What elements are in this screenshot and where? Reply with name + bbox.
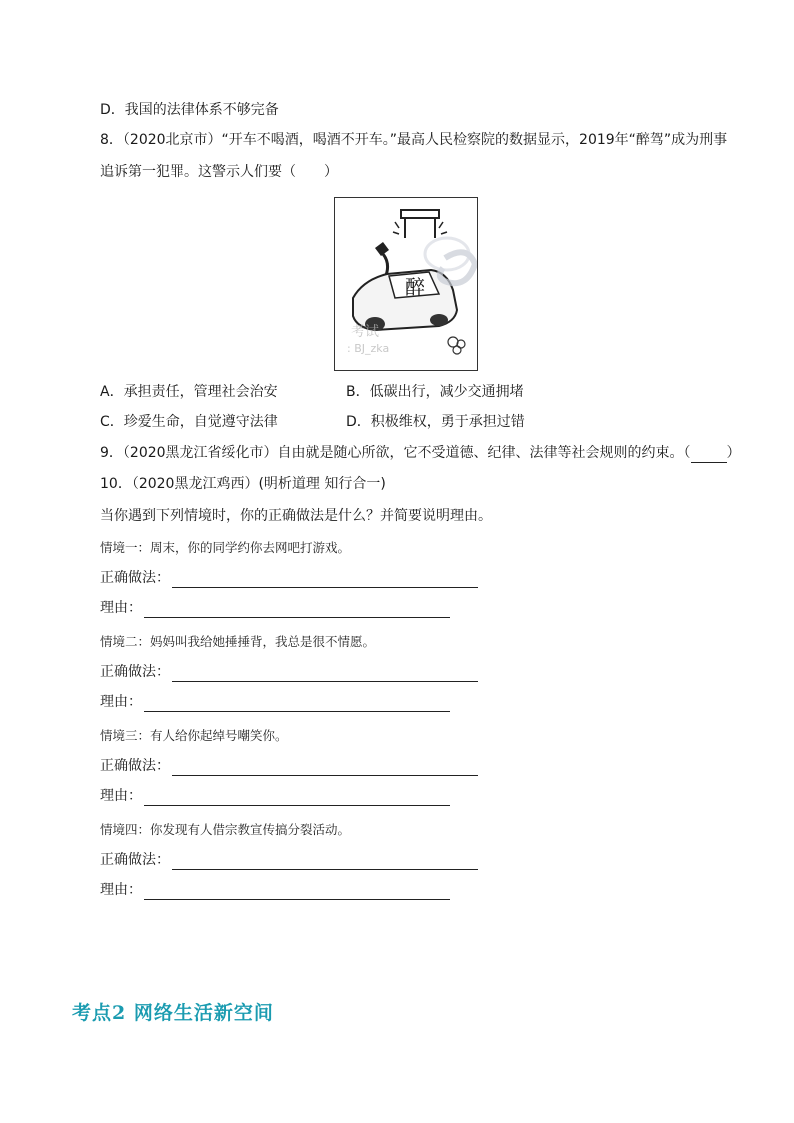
q9-close-paren: ） [726, 445, 741, 461]
reason-label: 理由： [100, 600, 142, 616]
q9-stem [100, 443, 741, 463]
scenario-2-text: 情境二：妈妈叫我给她捶捶背，我总是很不情愿。 [100, 634, 376, 649]
q10-title: 10．（2020黑龙江鸡西）(明析道理 知行合一) [100, 476, 386, 492]
scenario-1-reason-row [100, 598, 450, 618]
answer-blank[interactable] [172, 761, 478, 776]
watermark-text-1: 考试 [351, 324, 379, 340]
q9-text: 9．（2020黑龙江省绥化市）自由就是随心所欲，它不受道德、纪律、法律等社会规则的约束。（ [100, 445, 691, 461]
drunk-driving-illustration [334, 197, 478, 371]
q8-option-c: C．珍爱生命，自觉遵守法律 [100, 414, 278, 430]
car-sign-text: 醉 [405, 275, 425, 299]
answer-label: 正确做法： [100, 570, 170, 586]
q8-option-a: A．承担责任，管理社会治安 [100, 384, 278, 400]
reason-blank[interactable] [144, 697, 450, 712]
watermark-text-2: : BJ_zka [347, 342, 390, 355]
scenario-4-reason-row [100, 880, 450, 900]
scenario-4-text: 情境四：你发现有人借宗教宣传搞分裂活动。 [100, 822, 351, 837]
scenario-3-answer-row [100, 756, 478, 776]
q7-option-d: D．我国的法律体系不够完备 [100, 102, 279, 118]
reason-blank[interactable] [144, 603, 450, 618]
scenario-1-text: 情境一：周末，你的同学约你去网吧打游戏。 [100, 540, 351, 555]
reason-label: 理由： [100, 694, 142, 710]
answer-blank[interactable] [172, 667, 478, 682]
scenario-4-answer-row [100, 850, 478, 870]
reason-blank[interactable] [144, 885, 450, 900]
q8-option-b: B．低碳出行，减少交通拥堵 [346, 384, 524, 400]
cartoon-car-image [335, 198, 477, 370]
q10-prompt: 当你遇到下列情境时，你的正确做法是什么？并简要说明理由。 [100, 508, 492, 524]
answer-label: 正确做法： [100, 852, 170, 868]
q9-answer-blank[interactable] [691, 448, 727, 463]
scenario-3-text: 情境三：有人给你起绰号嘲笑你。 [100, 728, 288, 743]
scenario-1-answer-row [100, 568, 478, 588]
answer-label: 正确做法： [100, 664, 170, 680]
reason-label: 理由： [100, 882, 142, 898]
answer-label: 正确做法： [100, 758, 170, 774]
q8-stem-line1: 8．（2020北京市）“开车不喝酒，喝酒不开车。”最高人民检察院的数据显示，2019年“醉驾”成为刑事 [100, 132, 728, 148]
reason-blank[interactable] [144, 791, 450, 806]
scenario-3-reason-row [100, 786, 450, 806]
scenario-2-reason-row [100, 692, 450, 712]
answer-blank[interactable] [172, 855, 478, 870]
section-title: 考点2 网络生活新空间 [72, 1002, 274, 1024]
q8-stem-line2: 追诉第一犯罪。这警示人们要（ ） [100, 164, 338, 180]
q8-option-d: D．积极维权，勇于承担过错 [346, 414, 525, 430]
reason-label: 理由： [100, 788, 142, 804]
scenario-2-answer-row [100, 662, 478, 682]
answer-blank[interactable] [172, 573, 478, 588]
